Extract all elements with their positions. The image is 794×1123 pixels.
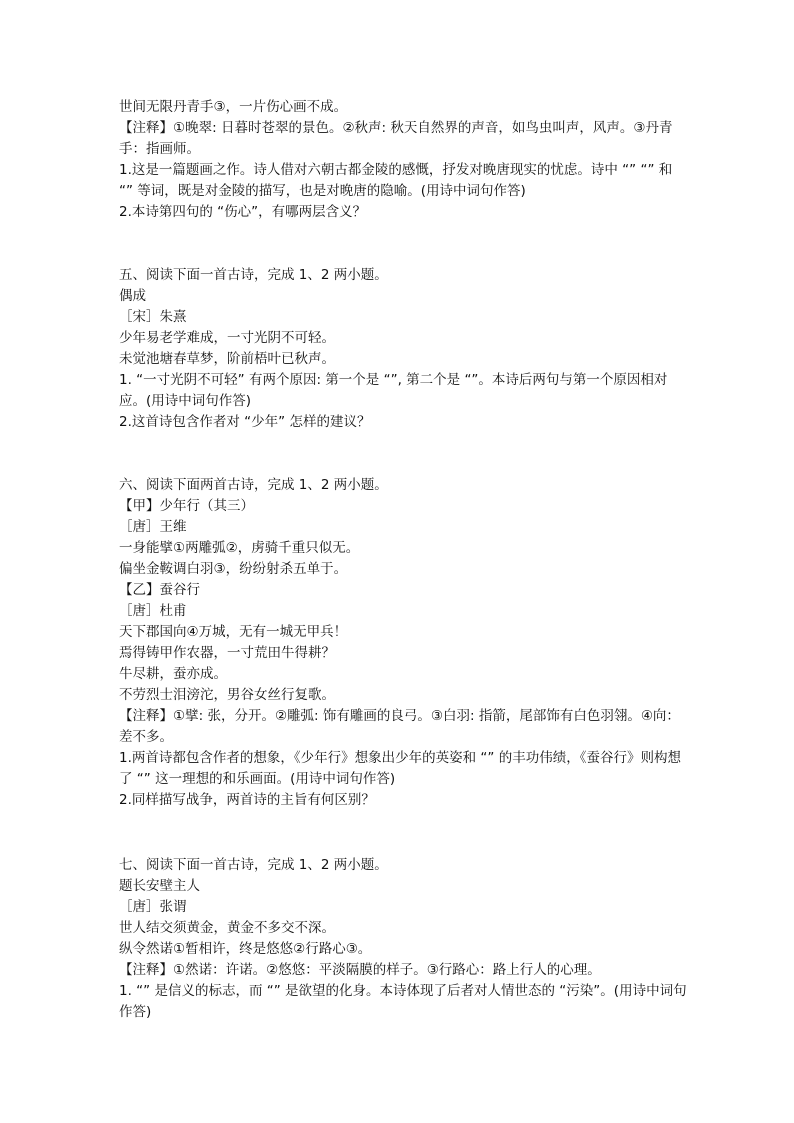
question-1: 1.这是一篇题画之作。诗人借对六朝古都金陵的感慨，抒发对晚唐现实的忧虑。诗中 “” “” 和 “” 等词，既是对金陵的描写，也是对晚唐的隐喻。(用诗中词句作答) (119, 162, 673, 199)
poem-line: 世间无限丹青手③，一片伤心画不成。 (119, 99, 348, 115)
question-1: 1.两首诗都包含作者的想象，《少年行》想象出少年的英姿和 “” 的丰功伟绩，《蚕谷行》则构想了 “” 这一理想的和乐画面。(用诗中词句作答) (119, 750, 681, 787)
annotation: 【注释】①然诺：许诺。②悠悠：平淡隔膜的样子。③行路心：路上行人的心理。 (119, 962, 601, 978)
poem-line: 世人结交须黄金，黄金不多交不深。 (119, 920, 335, 936)
poem-author: ［唐］杜甫 (119, 603, 187, 619)
poem-line: 未觉池塘春草梦，阶前梧叶已秋声。 (119, 351, 335, 367)
poem-line: 牛尽耕，蚕亦成。 (119, 666, 227, 682)
question-1: 1. “一寸光阴不可轻” 有两个原因: 第一个是 “”, 第二个是 “”。本诗后两句与第一个原因相对应。(用诗中词句作答) (119, 372, 668, 409)
spacer (119, 433, 689, 475)
poem-author: ［唐］王维 (119, 519, 187, 535)
annotation: 【注释】①晚翠: 日暮时苍翠的景色。②秋声: 秋天自然界的声音，如鸟虫叫声，风声。③丹青手：指画师。 (119, 120, 673, 157)
poem-title: 题长安壁主人 (119, 878, 200, 894)
poem-title: 偶成 (119, 288, 146, 304)
poem-line: 偏坐金鞍调白羽③，纷纷射杀五单于。 (119, 561, 348, 577)
poem-line: 纵令然诺①暂相许，终是悠悠②行路心③。 (119, 941, 372, 957)
section-heading: 五、阅读下面一首古诗，完成 1、2 两小题。 (119, 267, 388, 283)
question-2: 2.这首诗包含作者对 “少年” 怎样的建议？ (119, 414, 371, 430)
poem-line: 焉得铸甲作农器，一寸荒田牛得耕？ (119, 645, 335, 661)
poem-title: 【乙】蚕谷行 (119, 582, 200, 598)
question-2: 2.本诗第四句的 “伤心”，有哪两层含义？ (119, 204, 367, 220)
poem-line: 天下郡国向④万城，无有一城无甲兵！ (119, 624, 348, 640)
section-heading: 七、阅读下面一首古诗，完成 1、2 两小题。 (119, 857, 388, 873)
poem-title: 【甲】少年行（其三） (119, 498, 254, 514)
poem-line: 少年易老学难成，一寸光阴不可轻。 (119, 330, 335, 346)
annotation: 【注释】①擘: 张，分开。②雕弧: 饰有雕画的良弓。③白羽: 指箭，尾部饰有白色羽翎。④向：差不多。 (119, 708, 680, 745)
poem-line: 一身能擘①两雕弧②，虏骑千重只似无。 (119, 540, 360, 556)
section-heading: 六、阅读下面两首古诗，完成 1、2 两小题。 (119, 477, 388, 493)
spacer (119, 811, 689, 855)
document-body (119, 97, 689, 1023)
poem-author: ［唐］张谓 (119, 899, 187, 915)
spacer (119, 223, 689, 265)
poem-line: 不劳烈士泪滂沱，男谷女丝行复歌。 (119, 687, 335, 703)
question-1: 1. “” 是信义的标志，而 “” 是欲望的化身。本诗体现了后者对人情世态的 “污染”。(用诗中词句作答) (119, 983, 687, 1020)
question-2: 2.同样描写战争，两首诗的主旨有何区别？ (119, 792, 375, 808)
poem-author: ［宋］朱熹 (119, 309, 187, 325)
